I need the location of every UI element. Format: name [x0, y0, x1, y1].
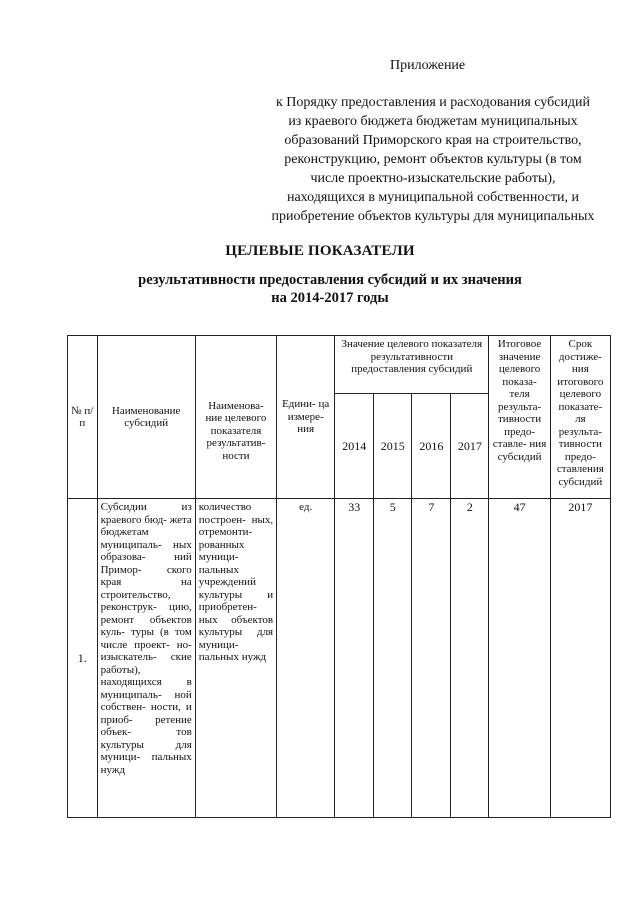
header-year-2015: 2015	[374, 394, 412, 499]
appendix-line: находящихся в муниципальной собственности, и	[286, 190, 580, 205]
header-subsidy-name: Наименование субсидий	[97, 336, 195, 499]
header-index: № п/ п	[68, 336, 98, 499]
appendix-line: реконструкцию, ремонт объектов культуры (в том	[284, 152, 582, 167]
header-unit: Едини- ца измере- ния	[277, 336, 335, 499]
appendix-reference	[248, 93, 618, 224]
document-title: ЦЕЛЕВЫЕ ПОКАЗАТЕЛИ	[225, 243, 415, 259]
row-index: 1.	[68, 499, 98, 818]
row-value-2016: 7	[412, 499, 451, 818]
header-value-group: Значение целевого показателя результативности предоставления субсидий	[335, 336, 489, 394]
row-total: 47	[489, 499, 550, 818]
header-year-2014: 2014	[335, 394, 374, 499]
appendix-title: Приложение	[390, 58, 466, 73]
header-total: Итоговое значение целевого показа- теля результа- тивности предо- ставле- ния субсидий	[489, 336, 550, 499]
appendix-line: приобретение объектов культуры для муниципальных	[271, 209, 595, 224]
row-deadline: 2017	[550, 499, 610, 818]
row-value-2015: 5	[374, 499, 412, 818]
row-indicator-name: количество построен- ных, отремонти- рованных муници- пальных учреждений культуры и приобретен- ных объектов культуры для муници- пальных нужд	[195, 499, 276, 818]
appendix-line: числе проектно-изыскательские работы),	[310, 171, 556, 186]
row-unit: ед.	[277, 499, 335, 818]
row-subsidy-name: Субсидии из краевого бюд- жета бюджетам муниципаль- ных образова- ний Примор- ского края на строительство, реконструк- цию, ремонт объектов куль- туры (в том числе проект- но-изыскатель- ские работы), находящихся в муниципаль- ной собствен- ности, и приоб- ретение объек- тов культуры для муници- пальных нужд	[97, 499, 195, 818]
subtitle-line-2: на 2014-2017 годы	[271, 290, 389, 306]
row-value-2014: 33	[335, 499, 374, 818]
subtitle-line-1: результативности предоставления субсидий и их значения	[138, 272, 522, 288]
header-year-2017: 2017	[451, 394, 489, 499]
appendix-line: образований Приморского края на строительство,	[284, 133, 582, 148]
indicators-table	[67, 335, 611, 818]
document-subtitle	[100, 271, 560, 307]
appendix-line: к Порядку предоставления и расходования субсидий	[275, 95, 591, 110]
header-year-2016: 2016	[412, 394, 451, 499]
appendix-line: из краевого бюджета бюджетам муниципальных	[288, 114, 578, 129]
header-indicator-name: Наименова- ние целевого показателя результатив- ности	[195, 336, 276, 499]
row-value-2017: 2	[451, 499, 489, 818]
table-row	[68, 499, 611, 818]
header-deadline: Срок достиже- ния итогового целевого показате- ля результа- тивности предо- ставления субсидий	[550, 336, 610, 499]
